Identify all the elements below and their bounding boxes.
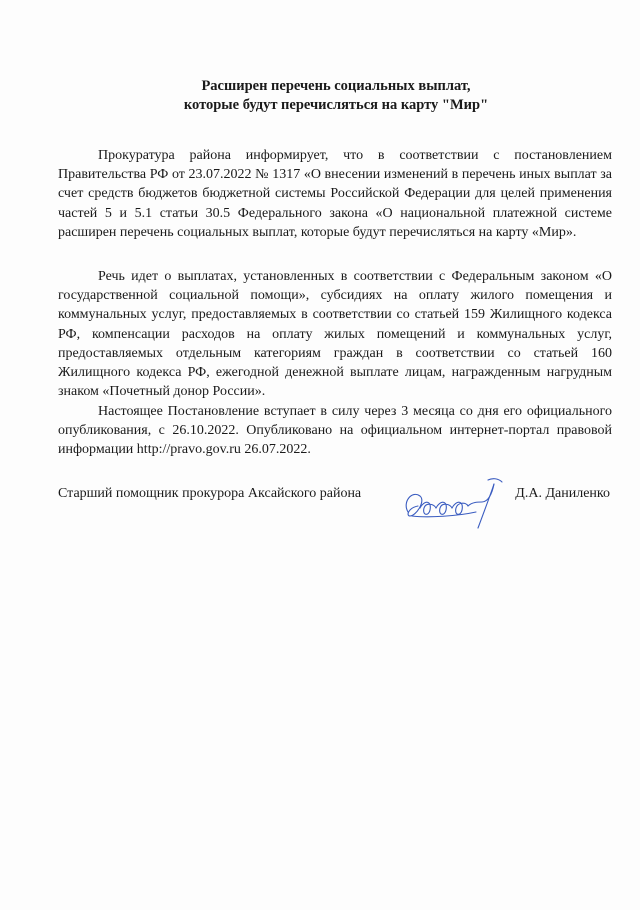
handwritten-signature-icon: [398, 472, 510, 532]
signatory-name: Д.А. Даниленко: [515, 486, 610, 501]
title-line-1: Расширен перечень социальных выплат,: [201, 78, 471, 94]
title-line-2: которые будут перечисляться на карту "Мир": [183, 97, 489, 113]
signatory-position: Старший помощник прокурора Аксайского района: [58, 486, 362, 501]
paragraph-3: Настоящее Постановление вступает в силу через 3 месяца со дня его официального опубликования, с 26.10.2022. Опубликовано на официальном интернет-портал правовой информации http://pravo.gov.ru 26.07.2022.: [58, 404, 612, 458]
signature-block: [58, 484, 612, 544]
document-title: [60, 77, 612, 115]
paragraph-2: Речь идет о выплатах, установленных в соответствии с Федеральным законом «О государственной социальной помощи», субсидиях на оплату жилого помещения и коммунальных услуг, предоставляемых в соответствии со статьей 159 Жилищного кодекса РФ, компенсации расходов на оплату жилых помещений и коммунальных услуг, предоставляемых отдельным категориям граждан в соответствии со статьей 160 Жилищного кодекса РФ, ежегодной денежной выплате лицам, награжденным нагрудным знаком «Почетный донор России».: [58, 269, 612, 400]
paragraph-1: Прокуратура района информирует, что в соответствии с постановлением Правительства РФ от 23.07.2022 № 1317 «О внесении изменений в перечень иных выплат за счет средств бюджетов бюджетной системы Российской Федерации для целей применения частей 5 и 5.1 статьи 30.5 Федерального закона «О национальной платежной системе расширен перечень социальных выплат, которые будут перечисляться на карту «Мир».: [58, 148, 612, 240]
